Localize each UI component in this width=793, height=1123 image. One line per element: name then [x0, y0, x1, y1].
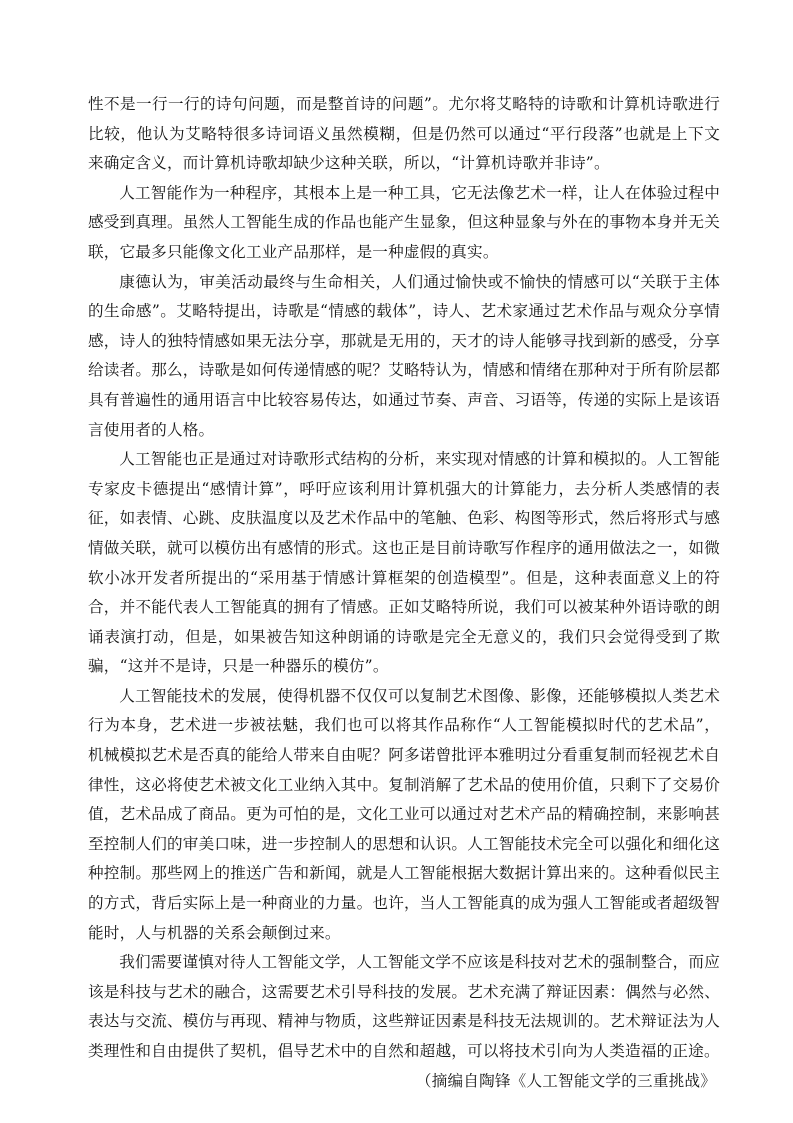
source-citation: （摘编自陶锋《人工智能文学的三重挑战》 — [415, 1071, 716, 1090]
paragraph-1: 性不是一行一行的诗句问题，而是整首诗的问题”。尤尔将艾略特的诗歌和计算机诗歌进行比较，他认为艾略特很多诗词语义虽然模糊，但是仍然可以通过“平行段落”也就是上下文来确定含义，而计算机诗歌却缺少这种关联，所以，“计算机诗歌并非诗”。 — [88, 95, 720, 173]
article-body — [88, 90, 720, 1096]
paragraph-4: 人工智能也正是通过对诗歌形式结构的分析，来实现对情感的计算和模拟的。人工智能专家皮卡德提出“感情计算”，呼吁应该利用计算机强大的计算能力，去分析人类感情的表征，如表情、心跳、皮肤温度以及艺术作品中的笔触、色彩、构图等形式，然后将形式与感情做关联，就可以模仿出有感情的形式。这也正是目前诗歌写作程序的通用做法之一，如微软小冰开发者所提出的“采用基于情感计算框架的创造模型”。但是，这种表面意义上的符合，并不能代表人工智能真的拥有了情感。正如艾略特所说，我们可以被某种外语诗歌的朗诵表演打动，但是，如果被告知这种朗诵的诗歌是完全无意义的，我们只会觉得受到了欺骗，“这并不是诗，只是一种器乐的模仿”。 — [88, 450, 720, 676]
paragraph-3: 康德认为，审美活动最终与生命相关，人们通过愉快或不愉快的情感可以“关联于主体的生命感”。艾略特提出，诗歌是“情感的载体”，诗人、艺术家通过艺术作品与观众分享情感，诗人的独特情感如果无法分享，那就是无用的，天才的诗人能够寻找到新的感受，分享给读者。那么，诗歌是如何传递情感的呢？艾略特认为，情感和情绪在那种对于所有阶层都具有普遍性的通用语言中比较容易传达，如通过节奏、声音、习语等，传递的实际上是该语言使用者的人格。 — [88, 272, 720, 439]
paragraph-5: 人工智能技术的发展，使得机器不仅仅可以复制艺术图像、影像，还能够模拟人类艺术行为本身，艺术进一步被祛魅，我们也可以将其作品称作“人工智能模拟时代的艺术品”，机械模拟艺术是否真的能给人带来自由呢？阿多诺曾批评本雅明过分看重复制而轻视艺术自律性，这必将使艺术被文化工业纳入其中。复制消解了艺术品的使用价值，只剩下了交易价值，艺术品成了商品。更为可怕的是，文化工业可以通过对艺术产品的精确控制，来影响甚至控制人们的审美口味，进一步控制人的思想和认识。人工智能技术完全可以强化和细化这种控制。那些网上的推送广告和新闻，就是人工智能根据大数据计算出来的。这种看似民主的方式，背后实际上是一种商业的力量。也许，当人工智能真的成为强人工智能或者超级智能时，人与机器的关系会颠倒过来。 — [88, 686, 720, 942]
paragraph-6: 我们需要谨慎对待人工智能文学，人工智能文学不应该是科技对艺术的强制整合，而应该是科技与艺术的融合，这需要艺术引导科技的发展。艺术充满了辩证因素：偶然与必然、表达与交流、模仿与再现、精神与物质，这些辩证因素是科技无法规训的。艺术辩证法为人类理性和自由提供了契机，倡导艺术中的自然和超越，可以将技术引向为人类造福的正途。 — [88, 953, 720, 1060]
paragraph-2: 人工智能作为一种程序，其根本上是一种工具，它无法像艺术一样，让人在体验过程中感受到真理。虽然人工智能生成的作品也能产生显象，但这种显象与外在的事物本身并无关联，它最多只能像文化工业产品那样，是一种虚假的真实。 — [88, 183, 720, 261]
